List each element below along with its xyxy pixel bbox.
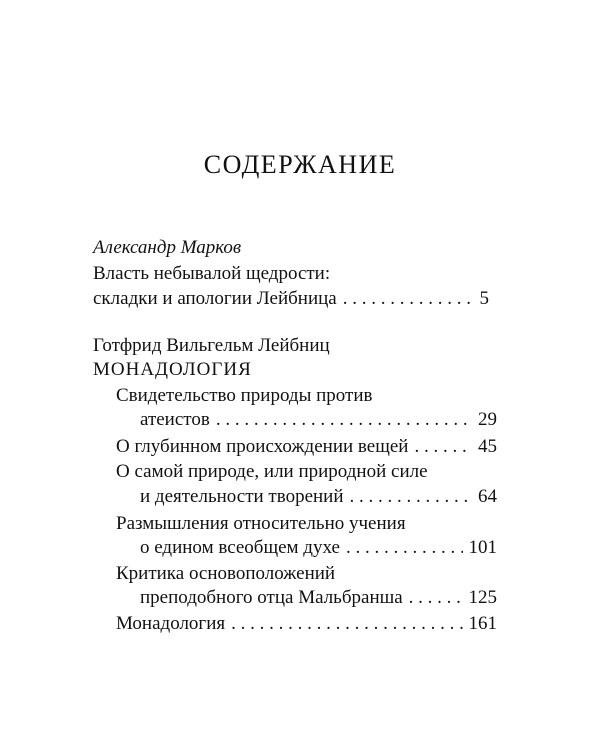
toc-entry-line1: О глубинном происхождении вещей: [116, 436, 409, 457]
toc-entry-line2: и деятельности творений: [140, 486, 344, 507]
page-number: 45: [478, 436, 497, 457]
section1-author: Александр Марков: [93, 237, 242, 258]
toc-entry: [116, 435, 497, 459]
toc-entry: [140, 586, 497, 610]
toc-entry-line2: преподобного отца Мальбранша: [140, 587, 403, 608]
toc-entry-line2: о едином всеобщем духе: [140, 537, 340, 558]
toc-entry: [140, 536, 497, 560]
toc-entry-line2: атеистов: [140, 409, 210, 430]
dot-leader: [350, 485, 472, 509]
dot-leader: [343, 287, 474, 311]
page-number: 101: [468, 537, 497, 558]
contents-heading: СОДЕРЖАНИЕ: [203, 150, 397, 179]
toc-entry-line1: О самой природе, или природной силе: [116, 461, 428, 482]
page-number: 161: [468, 613, 497, 634]
dot-leader: [216, 408, 472, 432]
toc-entry: [116, 612, 497, 636]
page-number: 29: [478, 409, 497, 430]
dot-leader: [231, 612, 462, 636]
section1-work-line2: складки и апологии Лейбница: [93, 288, 337, 309]
toc-entry-line1: Свидетельство природы против: [116, 385, 373, 406]
toc-entry: [140, 485, 497, 509]
page-number: 64: [478, 486, 497, 507]
section2-author: Готфрид Вильгельм Лейбниц: [93, 335, 330, 356]
toc-entry-line1: Размышления относительно учения: [116, 513, 406, 534]
toc-entry-line1: Монадология: [116, 613, 226, 634]
section2-book-title: МОНАДОЛОГИЯ: [93, 359, 252, 380]
page-number: 5: [479, 288, 489, 309]
section1-work-entry: [93, 287, 489, 311]
dot-leader: [346, 536, 463, 560]
toc-entry-line1: Критика основоположений: [116, 563, 336, 584]
dot-leader: [414, 435, 472, 459]
page-number: 125: [468, 587, 497, 608]
toc-entry: [140, 408, 497, 432]
section1-work-line1: Власть небывалой щедрости:: [93, 263, 331, 284]
dot-leader: [409, 586, 463, 610]
